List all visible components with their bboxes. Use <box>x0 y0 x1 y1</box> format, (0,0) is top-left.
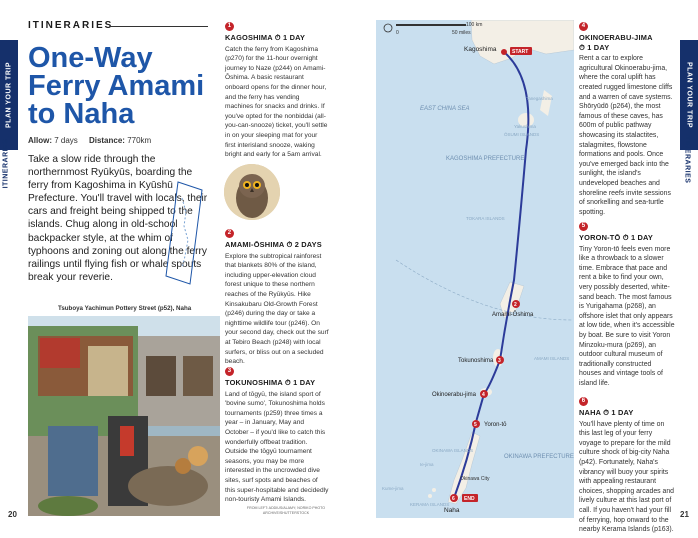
page-title: One-Way Ferry Amami to Naha <box>28 42 205 130</box>
clock-icon: ⏱ <box>622 233 629 242</box>
stop-description: Rent a car to explore agricultural Okinoerabu-jima, where the coral uplift has created rugged limestone cliffs and a warren of cave systems. Shōryūdō (p264), the most famous of these caves, has 600m of public pathway showcasing its stalactites, stalagmites, flowstone formations and pools. Once you've emerged back into the sunlight, the island's undeveloped beaches and shoreline reefs invite sessions of snorkelling and sea-turtle spotting. <box>579 55 673 216</box>
stop-4 <box>579 20 675 217</box>
stop-1 <box>225 20 329 160</box>
stop-2 <box>225 227 329 367</box>
stop-duration: 1 DAY <box>293 378 316 387</box>
left-itineraries-label: ITINERARIES <box>2 138 10 189</box>
locator-map <box>160 178 208 288</box>
svg-text:Naha: Naha <box>444 507 460 514</box>
svg-text:KAGOSHIMA PREFECTURE: KAGOSHIMA PREFECTURE <box>446 156 525 162</box>
svg-text:Kagoshima: Kagoshima <box>464 46 497 53</box>
svg-text:END: END <box>464 496 475 502</box>
svg-text:Tanegashima: Tanegashima <box>526 96 553 101</box>
left-plan-your-trip-tab <box>0 40 18 150</box>
left-tab-label: PLAN YOUR TRIP <box>5 62 13 128</box>
stop-6 <box>579 395 675 535</box>
svg-text:4: 4 <box>482 392 485 398</box>
photo-caption: Tsuboya Yachimun Pottery Street (p52), Naha <box>58 305 192 312</box>
clock-icon: ⏱ <box>284 378 291 387</box>
distance-value: 770km <box>127 136 152 145</box>
svg-text:KERAMA ISLANDS: KERAMA ISLANDS <box>410 502 450 507</box>
allow-value: 7 days <box>54 136 78 145</box>
svg-text:3: 3 <box>498 358 501 364</box>
stop-description: You'll have plenty of time on this last leg of your ferry voyage to prepare for the mild culture shock of big-city Naha (p42). Fortunately, Naha's vibrancy will buoy your spirits with appealing restaurant choices, shopping arcades and lively culture at this last port of call. If you haven't had your fill of ferrying, hop onward to the nearby Kerama Islands (p163). <box>579 420 675 534</box>
stop-3 <box>225 365 329 505</box>
svg-text:2: 2 <box>514 302 517 308</box>
stop-number-badge: 2 <box>225 229 234 238</box>
stop-duration: 1 DAY <box>630 233 654 242</box>
stop-description: Land of tōgyū, the island sport of 'bovine sumo', Tokunoshima holds tournaments (p259) three times a year – in January, May and October – if you'd like to catch this wonderfully offbeat tradition. Outside the tōgyū tournament seasons, you may be more interested in the uncrowded dive sites, surf spots and beaches of this super-hospitable and decidedly non-touristy Amami Islands. <box>225 390 329 504</box>
stop-name: NAHA <box>579 408 601 417</box>
svg-text:OKINAWA PREFECTURE: OKINAWA PREFECTURE <box>504 454 574 460</box>
stop-description: Explore the subtropical rainforest that blankets 80% of the island, including upper-elevation cloud forest unique to these northern reaches of the Ryūkyūs. Hike Kinsakubaru Old-Growth Forest (p246) during the day or take a nighttime wildlife tour (p246). On your second day, check out the surf at Tebiro Beach (p248) with local surfers, or bliss out on a secluded beach. <box>225 252 329 366</box>
stop-number-badge: 5 <box>579 222 588 231</box>
stop-name: OKINOERABU-JIMA <box>579 33 653 42</box>
page-number-left: 20 <box>8 510 17 519</box>
svg-text:0: 0 <box>396 30 399 36</box>
pottery-street-photo <box>28 316 220 516</box>
clock-icon: ⏱ <box>286 240 293 249</box>
svg-text:EAST CHINA SEA: EAST CHINA SEA <box>420 106 470 112</box>
right-itineraries-label: ITINERARIES <box>683 133 691 184</box>
stop-description: Tiny Yoron-tō feels even more like a throwback to a slower time. Embrace that pace and rent a bike to find your own, very possibly deserted, white-sand beach. The most famous is Yurigahama (p268), an offshore islet that only appears at low tide, when it's accessible by boat. Be sure to visit Yoron Minzoku-mura (p269), an outdoor cultural museum of traditionally constructed houses and vintage tools of island life. <box>579 245 675 387</box>
page-number-right: 21 <box>680 510 689 519</box>
stop-number-badge: 4 <box>579 22 588 31</box>
svg-text:TOKARA ISLANDS: TOKARA ISLANDS <box>466 216 505 221</box>
svg-text:6: 6 <box>452 496 455 502</box>
stop-number-badge: 6 <box>579 397 588 406</box>
svg-text:START: START <box>512 49 529 55</box>
svg-text:5: 5 <box>474 422 477 428</box>
stop-name: TOKUNOSHIMA <box>225 378 283 387</box>
right-tab-label: PLAN YOUR TRIP <box>685 62 693 128</box>
svg-text:Amami-Ōshima: Amami-Ōshima <box>492 312 534 318</box>
stop-5 <box>579 220 675 389</box>
map-marker-3 <box>458 356 504 364</box>
section-heading: ITINERARIES <box>28 20 114 31</box>
svg-text:Ie-jima: Ie-jima <box>420 462 434 467</box>
svg-text:OKINAWA ISLANDS: OKINAWA ISLANDS <box>432 448 474 453</box>
photo-credits: FROM LEFT: ADDIUS/ALAMY; NORIKO PHOTO ARCHIVE/SHUTTERSTOCK <box>246 506 326 515</box>
stop-duration: 1 DAY <box>587 42 610 52</box>
svg-text:Okinawa City: Okinawa City <box>460 476 490 482</box>
svg-text:Tokunoshima: Tokunoshima <box>458 358 494 364</box>
clock-icon: ⏱ <box>274 33 281 42</box>
svg-text:Yakushima: Yakushima <box>514 124 536 129</box>
stop-number-badge: 1 <box>225 22 234 31</box>
map-marker-5 <box>472 420 507 428</box>
svg-text:AMAMI ISLANDS: AMAMI ISLANDS <box>534 356 570 361</box>
clock-icon: ⏱ <box>579 42 585 52</box>
stop-duration: 2 DAYS <box>294 240 322 249</box>
svg-text:Kume-jima: Kume-jima <box>382 486 404 491</box>
svg-text:Yoron-tō: Yoron-tō <box>484 422 507 428</box>
stop-number-badge: 3 <box>225 367 234 376</box>
owl-photo <box>224 164 280 220</box>
stop-description: Catch the ferry from Kagoshima (p270) for the 11-hour overnight journey to Naze (p244) on Amami-Ōshima. A basic restaurant onboard opens for the dinner hour, and the ferry has vending machines for snacks and drinks. If you've opted for the nonbiddai (all-you-can-snooze) ticket, you'll settle in on your sleeping mat for your first interisland snooze, waking bright and early for a 5am arrival. <box>225 45 328 159</box>
clock-icon: ⏱ <box>603 408 610 417</box>
route-map <box>376 20 574 518</box>
svg-text:100 km: 100 km <box>466 22 483 28</box>
svg-text:50 miles: 50 miles <box>452 30 471 36</box>
stop-duration: 1 DAY <box>611 408 634 417</box>
svg-text:Okinoerabu-jima: Okinoerabu-jima <box>432 392 477 398</box>
stop-name: AMAMI-ŌSHIMA <box>225 240 285 249</box>
stop-name: YORON-TŌ <box>579 233 621 242</box>
trip-meta <box>28 136 151 145</box>
stop-name: KAGOSHIMA <box>225 33 273 42</box>
distance-label: Distance: <box>88 136 125 145</box>
intro-text: Take a slow ride through the northernmost Ryūkyūs, boarding the ferry from Kagoshima in Kyūshū Prefecture. You'll travel with locals, their cars and freight being shipped to the islands. Chug along in old-school backpacker style, at the whim of typhoons and zoning out along the ferry railings until flying fish or whale spouts break your reverie. <box>28 154 208 283</box>
stop-duration: 1 DAY <box>283 33 306 42</box>
svg-text:ŌSUMI ISLANDS: ŌSUMI ISLANDS <box>504 132 540 137</box>
allow-label: Allow: <box>28 136 52 145</box>
